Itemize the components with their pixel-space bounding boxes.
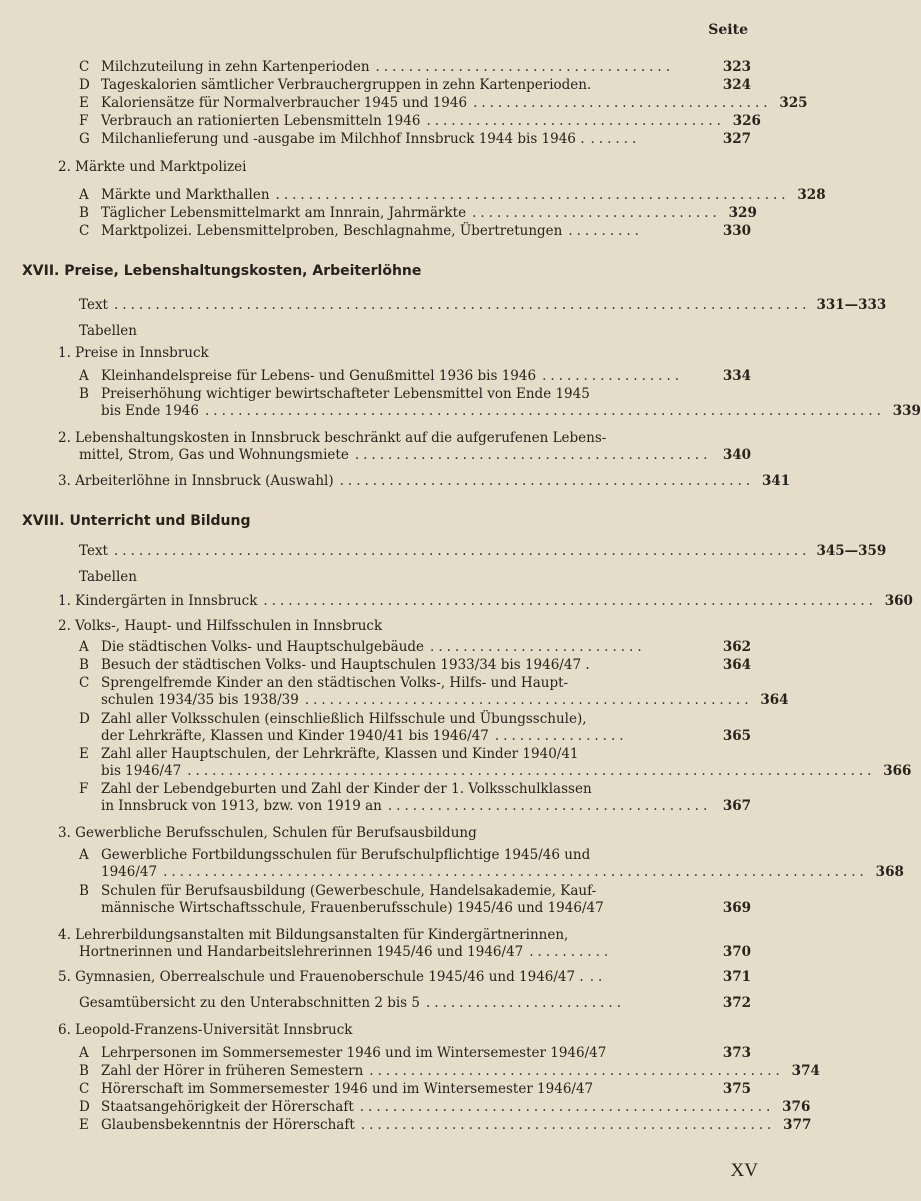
entry-text: Hortnerinnen und Handarbeitslehrerinnen 1945/46 und 1946/47 <box>79 944 524 960</box>
entry-page: 326 <box>732 113 761 129</box>
entry-text: Zahl aller Volksschulen (einschließlich Hilfsschule und Übungsschule), <box>101 711 587 727</box>
toc-entry <box>79 1080 751 1099</box>
toc-entry <box>79 542 887 561</box>
toc-entry-line2 <box>79 943 751 962</box>
leader-dots: .. <box>589 969 607 985</box>
leader-dots: .............................................................. <box>275 187 790 203</box>
entry-page: 331—333 <box>816 297 887 313</box>
entry-letter: B <box>79 205 89 221</box>
entry-text: Gewerbliche Fortbildungsschulen für Berufschulpflichtige 1945/46 und <box>101 847 591 863</box>
entry-page: 345—359 <box>816 543 887 559</box>
entry-text: Zahl der Lebendgeburten und Zahl der Kinder der 1. Volksschulklassen <box>101 781 592 797</box>
toc-entry-line2 <box>101 402 921 421</box>
entry-letter: D <box>79 1099 90 1115</box>
entry-text: Staatsangehörigkeit der Hörerschaft <box>101 1099 354 1115</box>
entry-text: Zahl aller Hauptschulen, der Lehrkräfte, Klassen und Kinder 1940/41 <box>101 746 579 762</box>
toc-entry <box>79 130 751 149</box>
leader-dots: ...................................................... <box>304 692 753 708</box>
entry-page: 334 <box>722 368 751 384</box>
entry-text: Milchanlieferung und -ausgabe im Milchhof Innsbruck 1944 bis 1946 . <box>101 131 585 147</box>
entry-text: 3. Arbeiterlöhne in Innsbruck (Auswahl) <box>58 473 334 489</box>
entry-page: 324 <box>722 77 751 93</box>
entry-text: Kleinhandelspreise für Lebens- und Genußmittel 1936 bis 1946 <box>101 368 537 384</box>
leader-dots: .......................... <box>430 639 646 655</box>
entry-page: 328 <box>797 187 826 203</box>
leader-dots: ................. <box>542 368 684 384</box>
leader-dots: ..................................................................................... <box>163 864 868 880</box>
toc-entry-line1: C Sprengelfremde Kinder an den städtischen Volks-, Hilfs- und Haupt- <box>79 675 569 691</box>
entry-text: Kaloriensätze für Normalverbraucher 1945 und 1946 <box>101 95 468 111</box>
entry-page: 323 <box>722 59 751 75</box>
entry-text: Preiserhöhung wichtiger bewirtschafteter Lebensmittel von Ende 1945 <box>101 386 590 402</box>
toc-entry <box>58 968 751 987</box>
toc-entry <box>79 204 757 223</box>
entry-page: 373 <box>722 1045 751 1061</box>
entry-page: 362 <box>722 639 751 655</box>
entry-text: Gesamtübersicht zu den Unterabschnitten 2 bis 5 <box>79 995 420 1011</box>
entry-text: Text <box>79 297 108 313</box>
entry-letter: E <box>79 95 89 111</box>
entry-text: Text <box>79 543 108 559</box>
entry-text: Schulen für Berufsausbildung (Gewerbeschule, Handelsakademie, Kauf- <box>101 883 597 899</box>
toc-entry-line1: A Gewerbliche Fortbildungsschulen für Berufschulpflichtige 1945/46 und <box>79 847 591 863</box>
leader-dots: .................................................. <box>360 1117 776 1133</box>
entry-text: 5. Gymnasien, Oberrealschule und Frauenoberschule 1945/46 und 1946/47 . <box>58 969 584 985</box>
entry-page: 367 <box>722 798 751 814</box>
entry-page: 327 <box>722 131 751 147</box>
leader-dots: .......... <box>529 944 613 960</box>
entry-letter: G <box>79 131 90 147</box>
toc-entry-line2 <box>101 762 912 781</box>
toc-entry <box>79 296 887 315</box>
leader-dots: .......................................................................... <box>263 593 877 609</box>
seite-label: Seite <box>708 22 748 38</box>
toc-entry <box>79 76 751 95</box>
toc-entry <box>79 186 826 205</box>
toc-entry: A Die städtischen Volks- und Hauptschulgebäude .......................... 362 <box>79 639 751 655</box>
leader-dots: ...... <box>590 131 641 147</box>
toc-entry: B Besuch der städtischen Volks- und Hauptschulen 1933/34 bis 1946/47 . 364 <box>79 657 751 673</box>
toc-entry-line1: B Preiserhöhung wichtiger bewirtschafteter Lebensmittel von Ende 1945 <box>79 386 590 402</box>
entry-letter: C <box>79 223 90 239</box>
entry-page: 330 <box>722 223 751 239</box>
toc-subsection-title: 2. Märkte und Marktpolizei <box>58 159 247 175</box>
entry-page: 365 <box>722 728 751 744</box>
entry-letter: D <box>79 77 90 93</box>
entry-page: 376 <box>782 1099 811 1115</box>
entry-page: 329 <box>728 205 757 221</box>
section-heading: XVII. Preise, Lebenshaltungskosten, Arbeiterlöhne <box>22 263 422 279</box>
leader-dots: .................................................................................... <box>113 543 811 559</box>
leader-dots: .................................................. <box>359 1099 775 1115</box>
leader-dots: .................................... <box>473 95 772 111</box>
toc-entry <box>58 592 913 611</box>
entry-page: 364 <box>722 657 751 673</box>
toc-entry <box>79 112 761 131</box>
tabellen-label: Tabellen <box>79 569 137 585</box>
entry-page: 377 <box>783 1117 812 1133</box>
toc-entry <box>79 1116 812 1135</box>
entry-text: Zahl der Hörer in früheren Semestern <box>101 1063 364 1079</box>
entry-text: Besuch der städtischen Volks- und Hauptschulen 1933/34 bis 1946/47 . <box>101 657 590 673</box>
toc-entry-line1: D Zahl aller Volksschulen (einschließlich Hilfsschule und Übungsschule), <box>79 711 587 727</box>
entry-text: 2. Lebenshaltungskosten in Innsbruck beschränkt auf die aufgerufenen Lebens- <box>58 430 607 446</box>
toc-entry-line2 <box>101 863 904 882</box>
toc-entry-line2 <box>101 727 751 746</box>
entry-text: Täglicher Lebensmittelmarkt am Innrain, Jahrmärkte <box>101 205 467 221</box>
toc-entry-line2 <box>101 797 751 816</box>
leader-dots: ......... <box>568 223 643 239</box>
entry-page: 341 <box>762 473 791 489</box>
entry-page: 364 <box>760 692 789 708</box>
entry-letter: C <box>79 1081 90 1097</box>
toc-entry <box>79 222 751 241</box>
entry-page: 369 <box>722 900 751 916</box>
entry-text: Lehrpersonen im Sommersemester 1946 und im Wintersemester 1946/47 <box>101 1045 607 1061</box>
entry-text: schulen 1934/35 bis 1938/39 <box>101 692 299 708</box>
entry-letter: A <box>79 187 89 203</box>
leader-dots: ....................................... <box>387 798 712 814</box>
entry-text: mittel, Strom, Gas und Wohnungsmiete <box>79 447 349 463</box>
entry-page: 368 <box>875 864 904 880</box>
leader-dots: ................ <box>494 728 628 744</box>
toc-entry <box>58 472 791 491</box>
entry-page: 339 <box>892 403 921 419</box>
leader-dots: .................................................. <box>339 473 755 489</box>
leader-dots: ........................................... <box>354 447 712 463</box>
leader-dots: .................................................................................... <box>113 297 811 313</box>
toc-entry <box>79 1062 820 1081</box>
entry-page: 374 <box>791 1063 820 1079</box>
entry-page: 371 <box>722 969 751 985</box>
toc-entry <box>79 1044 751 1063</box>
entry-text: bis 1946/47 <box>101 763 182 779</box>
toc-entry <box>79 1098 811 1117</box>
leader-dots: ................................................................................... <box>187 763 876 779</box>
entry-letter: B <box>79 1063 89 1079</box>
leader-dots: .................................... <box>426 113 725 129</box>
entry-text: Verbrauch an rationierten Lebensmitteln 1946 <box>101 113 421 129</box>
entry-text: Märkte und Markthallen <box>101 187 270 203</box>
entry-page: 372 <box>722 995 751 1011</box>
leader-dots: .................................................................................. <box>205 403 885 419</box>
section-heading: XVIII. Unterricht und Bildung <box>22 513 251 529</box>
toc-subsection-title: 1. Preise in Innsbruck <box>58 345 209 361</box>
toc-entry-line2 <box>79 446 751 465</box>
toc-entry: A Kleinhandelspreise für Lebens- und Genußmittel 1936 bis 1946 ................. 334 <box>79 368 751 384</box>
entry-letter: A <box>79 1045 89 1061</box>
entry-text: der Lehrkräfte, Klassen und Kinder 1940/41 bis 1946/47 <box>101 728 489 744</box>
toc-entry <box>79 994 751 1013</box>
leader-dots: .................................... <box>375 59 675 75</box>
entry-page: 325 <box>779 95 808 111</box>
entry-page: 340 <box>722 447 751 463</box>
entry-text: 1946/47 <box>101 864 158 880</box>
entry-letter: E <box>79 1117 89 1133</box>
toc-entry <box>79 94 808 113</box>
entry-letter: F <box>79 113 89 129</box>
entry-text: Marktpolizei. Lebensmittelproben, Beschlagnahme, Übertretungen <box>101 223 563 239</box>
entry-page: 375 <box>722 1081 751 1097</box>
entry-letter: C <box>79 59 90 75</box>
toc-subsection-title: 6. Leopold-Franzens-Universität Innsbruck <box>58 1022 353 1038</box>
toc-entry-line1: E Zahl aller Hauptschulen, der Lehrkräfte, Klassen und Kinder 1940/41 <box>79 746 579 762</box>
entry-text: Sprengelfremde Kinder an den städtischen Volks-, Hilfs- und Haupt- <box>101 675 569 691</box>
entry-text: Glaubensbekenntnis der Hörerschaft <box>101 1117 355 1133</box>
toc-entry-line2 <box>101 899 751 918</box>
entry-text: 1. Kindergärten in Innsbruck <box>58 593 258 609</box>
toc-entry-line2 <box>101 691 789 710</box>
entry-page: 360 <box>884 593 913 609</box>
entry-text: männische Wirtschaftsschule, Frauenberufsschule) 1945/46 und 1946/47 <box>101 900 604 916</box>
toc-subsection-title: 2. Volks-, Haupt- und Hilfsschulen in Innsbruck <box>58 618 383 634</box>
page-number: XV <box>730 1160 758 1181</box>
toc-subsection-title: 3. Gewerbliche Berufsschulen, Schulen für Berufsausbildung <box>58 825 477 841</box>
entry-page: 370 <box>722 944 751 960</box>
entry-text: bis Ende 1946 <box>101 403 200 419</box>
leader-dots: .................................................. <box>369 1063 784 1079</box>
entry-text: in Innsbruck von 1913, bzw. von 1919 an <box>101 798 382 814</box>
entry-text: Hörerschaft im Sommersemester 1946 und im Wintersemester 1946/47 <box>101 1081 594 1097</box>
entry-text: Milchzuteilung in zehn Kartenperioden <box>101 59 370 75</box>
tabellen-label: Tabellen <box>79 323 137 339</box>
entry-page: 366 <box>883 763 912 779</box>
toc-entry <box>79 58 751 77</box>
entry-text: 4. Lehrerbildungsanstalten mit Bildungsanstalten für Kindergärtnerinnen, <box>58 927 569 943</box>
leader-dots: ........................ <box>426 995 625 1011</box>
toc-entry-line1: F Zahl der Lebendgeburten und Zahl der Kinder der 1. Volksschulklassen <box>79 781 592 797</box>
leader-dots: .............................. <box>472 205 721 221</box>
entry-text: Die städtischen Volks- und Hauptschulgebäude <box>101 639 425 655</box>
toc-entry-line1: B Schulen für Berufsausbildung (Gewerbeschule, Handelsakademie, Kauf- <box>79 883 597 899</box>
entry-text: Tageskalorien sämtlicher Verbrauchergruppen in zehn Kartenperioden. <box>101 77 592 93</box>
